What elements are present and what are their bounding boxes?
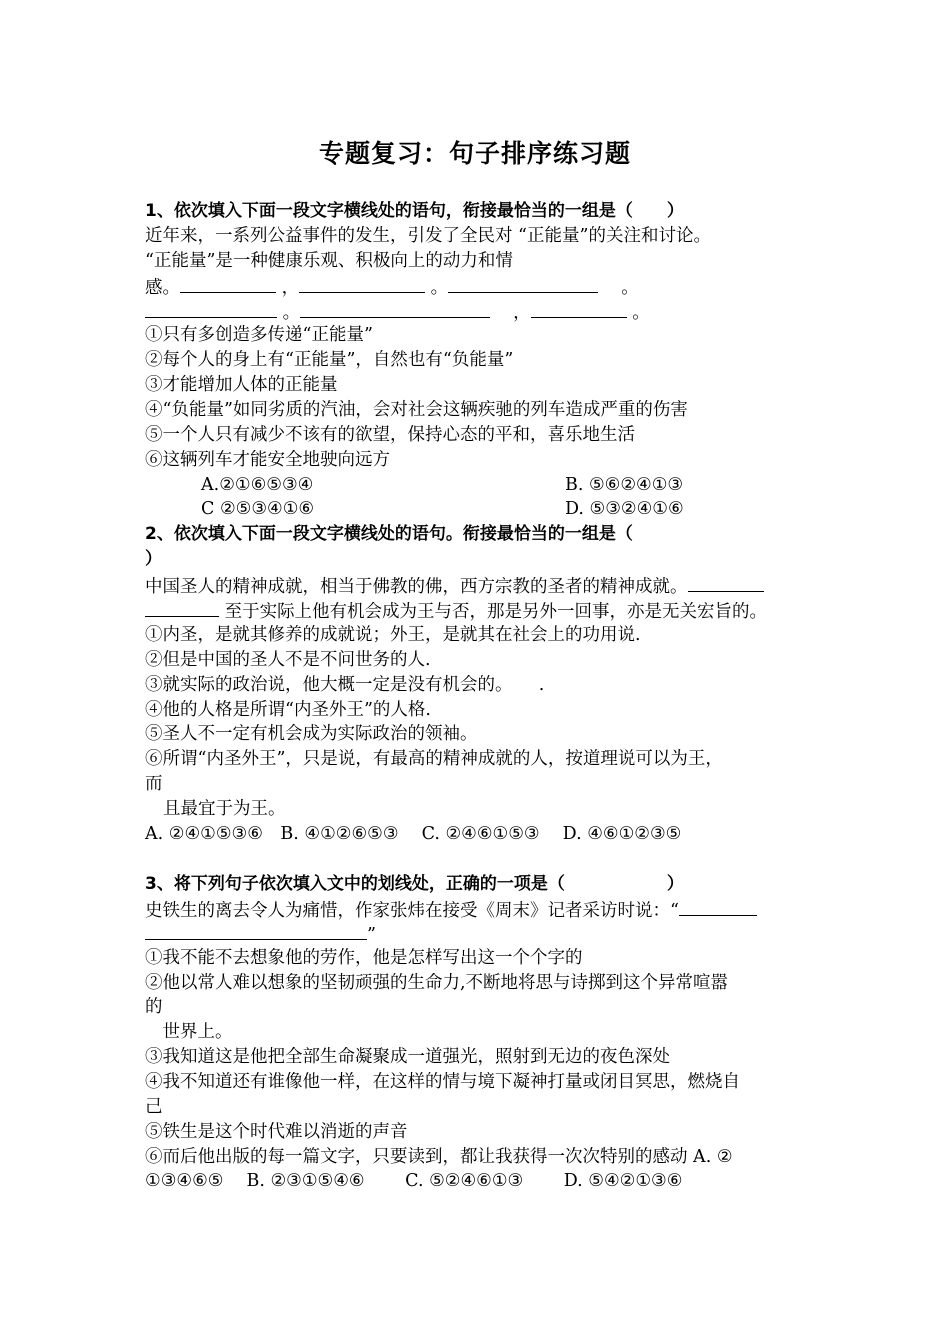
list-item-cont: 的 [145,997,163,1017]
answer-blank[interactable] [299,274,425,293]
list-item: ③就实际的政治说，他大概一定是没有机会的。 . [145,675,545,695]
question-3-text-line [145,921,376,947]
list-item: ③我知道这是他把全部生命凝聚成一道强光，照射到无边的夜色深处 [145,1047,670,1067]
list-item: ①我不能不去想象他的劳作，他是怎样写出这一个个字的 [145,948,583,968]
list-item: ②每个人的身上有“正能量”，自然也有“负能量” [145,350,514,370]
question-2-heading-cont: ） [145,549,162,569]
list-item: ⑥而后他出版的每一篇文字，只要读到，都让我获得一次次特别的感动 A. ② [145,1147,733,1167]
question-2-heading: 2、依次填入下面一段文字横线处的语句。衔接最恰当的一组是（ [145,524,633,544]
list-item: ③才能增加人体的正能量 [145,375,338,395]
answer-blank[interactable] [531,299,627,318]
list-item-cont: 世界上。 [145,1022,233,1042]
list-item: ①只有多创造多传递“正能量” [145,325,373,345]
list-item: ④他的人格是所谓“内圣外王”的人格. [145,700,431,720]
list-item: ⑤圣人不一定有机会成为实际政治的领袖。 [145,724,478,744]
question-3-text-line [145,897,757,923]
list-item: ⑥所谓“内圣外王”，只是说，有最高的精神成就的人，按道理说可以为王， [145,749,723,769]
option-d[interactable]: D. ⑤③②④①⑥ [565,499,684,519]
list-item: ⑤铁生是这个时代难以消逝的声音 [145,1122,408,1142]
list-item: ⑤一个人只有减少不该有的欲望，保持心态的平和，喜乐地生活 [145,425,635,445]
answer-blank[interactable] [145,598,219,617]
list-item-cont: 己 [145,1097,163,1117]
question-2-text-fragment: 至于实际上他有机会成为王与否，那是另外一回事，亦是无关宏旨的。 [219,602,768,622]
answer-blank[interactable] [180,274,276,293]
list-item: ①内圣，是就其修养的成就说；外王，是就其在社会上的功用说. [145,625,641,645]
question-2-options[interactable]: A. ②④①⑤③⑥ B. ④①②⑥⑤③ C. ②④⑥①⑤③ D. ④⑥①②③⑤ [145,824,682,844]
page-title: 专题复习：句子排序练习题 [318,139,631,168]
list-item: ⑥这辆列车才能安全地驶向远方 [145,450,390,470]
list-item-cont: 而 [145,774,163,794]
question-2-text-line [145,598,767,624]
answer-blank[interactable] [300,299,490,318]
answer-blank[interactable] [679,897,757,916]
question-1-text-line: 近年来，一系列公益事件的发生，引发了全民对 “正能量”的关注和讨论。 [145,226,711,246]
option-a[interactable]: A.②①⑥⑤③④ [201,475,314,495]
question-3-options[interactable]: ①③④⑥⑤ B. ②③①⑤④⑥ C. ⑤②④⑥①③ D. ⑤④②①③⑥ [145,1171,683,1191]
list-item: ④我不知道还有谁像他一样，在这样的情与境下凝神打量或闭目冥思，燃烧自 [145,1072,740,1092]
answer-blank[interactable] [688,573,764,592]
question-1-text-fragment: 感。 [145,278,180,298]
question-3-heading: 3、将下列句子依次填入文中的划线处，正确的一项是（ ） [145,874,684,894]
question-2-text-fragment: 中国圣人的精神成就，相当于佛教的佛，西方宗教的圣者的精神成就。 [145,577,688,597]
question-2-text-line [145,573,764,599]
option-c[interactable]: C ②⑤③④①⑥ [201,499,315,519]
question-1-text-line: “正能量”是一种健康乐观、积极向上的动力和情 [145,251,513,271]
answer-blank[interactable] [145,299,277,318]
list-item: ②但是中国的圣人不是不问世务的人. [145,650,431,670]
list-item-cont: 且最宜于为王。 [163,799,286,819]
option-b[interactable]: B. ⑤⑥②④①③ [565,475,684,495]
quote-close: ” [367,925,376,945]
list-item: ②他以常人难以想象的坚韧顽强的生命力,不断地将思与诗掷到这个异常喧嚣 [145,973,729,993]
answer-blank[interactable] [448,274,598,293]
question-3-text-fragment: 史铁生的离去令人为痛惜，作家张炜在接受《周末》记者采访时说：“ [145,901,679,921]
question-1-blank-line: 。 ， 。 [145,299,650,325]
answer-blank[interactable] [145,921,367,940]
list-item: ④“负能量”如同劣质的汽油，会对社会这辆疾驰的列车造成严重的伤害 [145,400,688,420]
question-1-blank-line: 感。 ， 。 。 [145,274,639,300]
question-1-heading: 1、依次填入下面一段文字横线处的语句，衔接最恰当的一组是（ ） [145,201,684,221]
